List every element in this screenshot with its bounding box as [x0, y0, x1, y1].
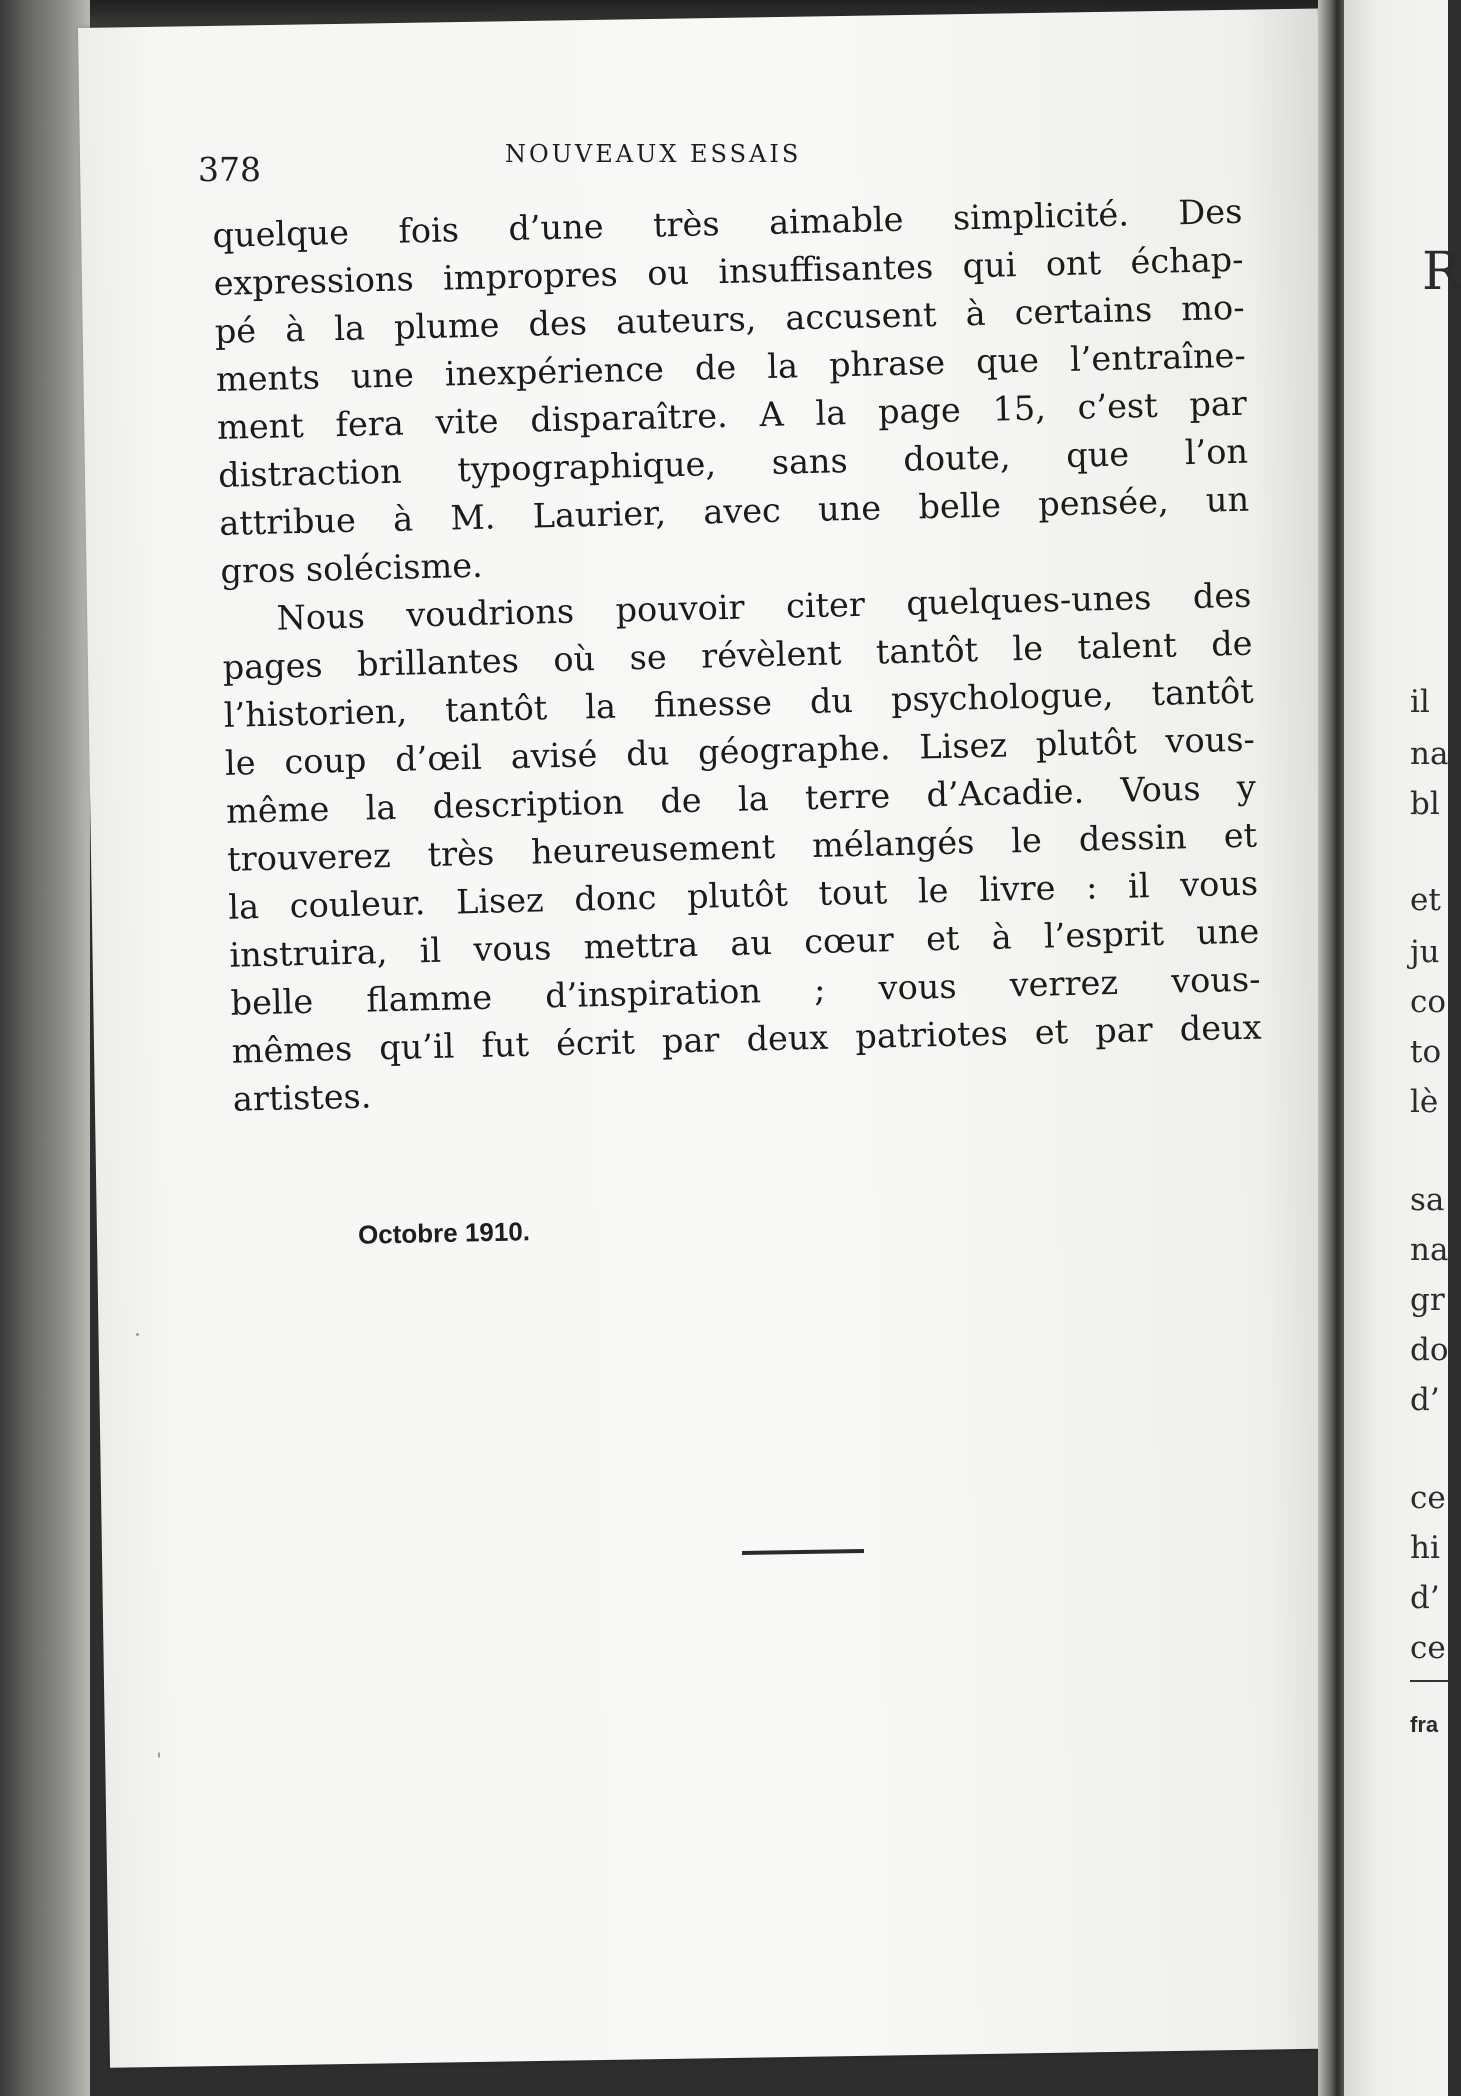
text-line: le coup d’œil avisé du géographe. Lisez plutôt vous- [224, 719, 1256, 783]
running-head: NOUVEAUX ESSAIS [505, 140, 802, 168]
right-page-text-fragment: ce [1410, 1480, 1446, 1516]
text-line: pages brillantes où se révèlent tantôt le talent de [222, 623, 1253, 687]
footnote-rule [1410, 1680, 1450, 1682]
text-line: quelque fois d’une très aimable simplicité. Des [212, 191, 1243, 255]
text-line: ment fera vite disparaître. A la page 15, c’est par [216, 383, 1248, 447]
date-signature: Octobre 1910. [357, 1216, 531, 1250]
text-line: Nous voudrions pouvoir citer quelques-unes des [276, 575, 1252, 638]
book-edge-left [0, 0, 90, 2096]
right-page-text-fragment: na [1410, 1232, 1449, 1268]
right-page-text-fragment: d’ [1410, 1580, 1440, 1616]
text-line: gros solécisme. [220, 545, 484, 591]
text-line: distraction typographique, sans doute, que l’on [217, 431, 1249, 495]
page-number: 378 [198, 150, 261, 189]
right-page-text-fragment: gr [1410, 1282, 1445, 1318]
text-line: mêmes qu’il fut écrit par deux patriotes et par deux [231, 1007, 1262, 1071]
paper-speck [136, 1333, 139, 1336]
right-page-text-fragment: na [1410, 736, 1449, 772]
paper-speck [158, 1752, 160, 1758]
text-line: belle flamme d’inspiration ; vous verrez vous- [230, 959, 1261, 1023]
right-page-text-fragment: bl [1410, 786, 1440, 822]
text-line: instruira, il vous mettra au cœur et à l’esprit une [229, 911, 1260, 975]
right-page-footnote-fragment: fra [1410, 1712, 1439, 1737]
right-page-text-fragment: il [1410, 684, 1430, 720]
right-page-text-fragment: sa [1410, 1182, 1445, 1218]
right-page-text-fragment: ce [1410, 1630, 1446, 1666]
text-line: expressions impropres ou insuffisantes qui ont échap- [213, 239, 1244, 303]
right-page-text-fragment: et [1410, 882, 1441, 918]
text-line: trouverez très heureusement mélangés le dessin et [226, 815, 1258, 879]
text-line: pé à la plume des auteurs, accusent à certains mo- [214, 287, 1245, 351]
body-text [212, 188, 1263, 1124]
text-line: la couleur. Lisez donc plutôt tout le livre : il vous [227, 863, 1259, 927]
text-line: artistes. [232, 1076, 372, 1119]
text-line: même la description de la terre d’Acadie. Vous y [225, 767, 1257, 831]
right-page-title-fragment: R [1422, 242, 1461, 302]
text-line: l’historien, tantôt la finesse du psychologue, tantôt [223, 671, 1255, 735]
right-page-text-fragment: ju [1410, 934, 1440, 970]
right-page-text-fragment: d’ [1410, 1382, 1440, 1418]
text-line: ments une inexpérience de la phrase que l’entraîne- [215, 335, 1247, 399]
right-page [1344, 0, 1461, 2096]
right-page-text-fragment: to [1410, 1034, 1442, 1070]
right-page-text-fragment: lè [1410, 1084, 1439, 1120]
right-page-text-fragment: do [1410, 1332, 1449, 1368]
right-page-text-fragment: hi [1410, 1530, 1440, 1566]
right-page-text-fragment: co [1410, 984, 1447, 1020]
text-line: attribue à M. Laurier, avec une belle pensée, un [218, 479, 1250, 543]
